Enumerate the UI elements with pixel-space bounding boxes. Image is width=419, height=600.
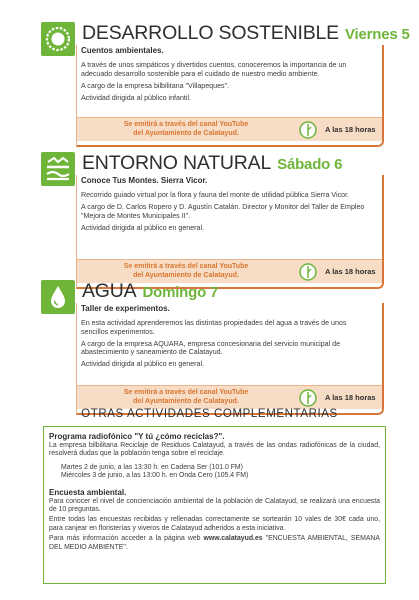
sun-gear-icon — [41, 22, 75, 56]
other-activities-heading: OTRAS ACTIVIDADES COMPLEMENTARIAS — [81, 408, 338, 420]
section-day: Sábado 6 — [277, 156, 343, 173]
broadcast-text — [77, 121, 295, 138]
activity-paragraph: Actividad dirigida al público infantil. — [81, 93, 192, 102]
section-title-text: DESARROLLO SOSTENIBLE — [82, 22, 339, 44]
broadcast-line: Se emitirá a través del canal YouTube — [123, 121, 249, 128]
section-title-text: AGUA — [82, 280, 137, 302]
radio-schedule-line: Martes 2 de junio, a las 13:30 h. en Cadena Ser (101.0 FM) — [61, 463, 243, 471]
clock-icon — [299, 263, 317, 281]
activity-paragraph: A cargo de la empresa bilbilitana "Villapeques". — [81, 81, 230, 90]
broadcast-text — [77, 389, 295, 406]
activity-paragraph: Actividad dirigida al público en general. — [81, 223, 205, 232]
activity-subtitle: Taller de experimentos. — [81, 304, 170, 313]
radio-schedule-line: Miércoles 3 de junio, a las 13:00 h. en Onda Cero (105.4 FM) — [61, 472, 249, 480]
section-title — [82, 280, 218, 304]
broadcast-bar — [77, 117, 382, 141]
activity-card — [76, 45, 384, 147]
survey-text: Entre todas las encuestas recibidas y rellenadas correctamente se sortearán 10 vales de 30€ cada uno, para canjear en floristerías y viveros de Calatayud adheridos a esta iniciativa. — [49, 516, 380, 532]
broadcast-time: A las 18 horas — [325, 267, 376, 276]
section-title-text: ENTORNO NATURAL — [82, 152, 272, 174]
survey-info-pre: Para más información acceder a la página web — [49, 535, 204, 543]
broadcast-text — [77, 263, 295, 280]
activity-paragraph: A través de unos simpáticos y divertidos cuentos, conoceremos la importancia de un adecuado desarrollo sostenible para el cuidado de nuestro medio ambiente. — [81, 61, 347, 78]
section-title — [82, 22, 410, 46]
survey-website-link[interactable]: www.calatayud.es — [203, 535, 263, 543]
activity-subtitle: Cuentos ambientales. — [81, 46, 164, 55]
survey-info — [49, 535, 380, 552]
landscape-icon — [41, 152, 75, 186]
broadcast-time: A las 18 horas — [325, 125, 376, 134]
broadcast-line: Se emitirá a través del canal YouTube — [123, 263, 249, 270]
activity-paragraph: A cargo de D. Carlos Ropero y D. Agustín Catalán. Director y Monitor del Taller de Empleo "Mejora de Montes Municipales II". — [81, 203, 365, 220]
survey-info-post: "ENCUESTA AMBIENTAL, SEMANA DEL MEDIO AMBIENTE". — [49, 535, 380, 551]
other-activities-box — [43, 426, 386, 584]
survey-title: Encuesta ambiental. — [49, 487, 127, 497]
section-day: Domingo 7 — [142, 284, 219, 301]
broadcast-line: del Ayuntamiento de Calatayud. — [133, 271, 239, 279]
activity-card — [76, 303, 384, 415]
activity-paragraph: Recorrido guiado virtual por la flora y fauna del monte de utilidad pública Sierra Vicor. — [81, 191, 350, 199]
radio-program-text: La empresa bilbilitana Reciclaje de Residuos Calatayud, a través de las ondas radiofónicas de la ciudad, resolverá dudas que la población tenga sobre el reciclaje. — [49, 442, 380, 458]
broadcast-time: A las 18 horas — [325, 393, 376, 402]
broadcast-bar — [77, 385, 382, 409]
activity-subtitle: Conoce Tus Montes. Sierra Vicor. — [81, 176, 208, 185]
section-day: Viernes 5 — [344, 26, 410, 43]
radio-program-title: Programa radiofónico "Y tú ¿cómo reciclas?". — [49, 432, 225, 441]
activity-paragraph: En esta actividad aprenderemos las distintas propiedades del agua a través de unos sencillos experimentos. — [81, 319, 347, 336]
activity-paragraph: A cargo de la empresa AQUARA, empresa concesionaria del servicio municipal de abastecimiento y saneamiento de Calatayud. — [81, 339, 341, 357]
broadcast-line: del Ayuntamiento de Calatayud. — [133, 129, 239, 137]
water-drop-icon — [41, 280, 75, 314]
clock-icon — [299, 121, 317, 139]
activity-card — [76, 175, 384, 289]
clock-icon — [299, 389, 317, 407]
broadcast-line: del Ayuntamiento de Calatayud. — [133, 397, 239, 405]
section-title — [82, 152, 342, 176]
activity-paragraph: Actividad dirigida al público en general. — [81, 360, 205, 369]
survey-text: Para conocer el nivel de concienciación ambiental de la población de Calatayud, se realizará una encuesta de 10 preguntas. — [49, 497, 380, 514]
broadcast-line: Se emitirá a través del canal YouTube — [123, 389, 249, 396]
